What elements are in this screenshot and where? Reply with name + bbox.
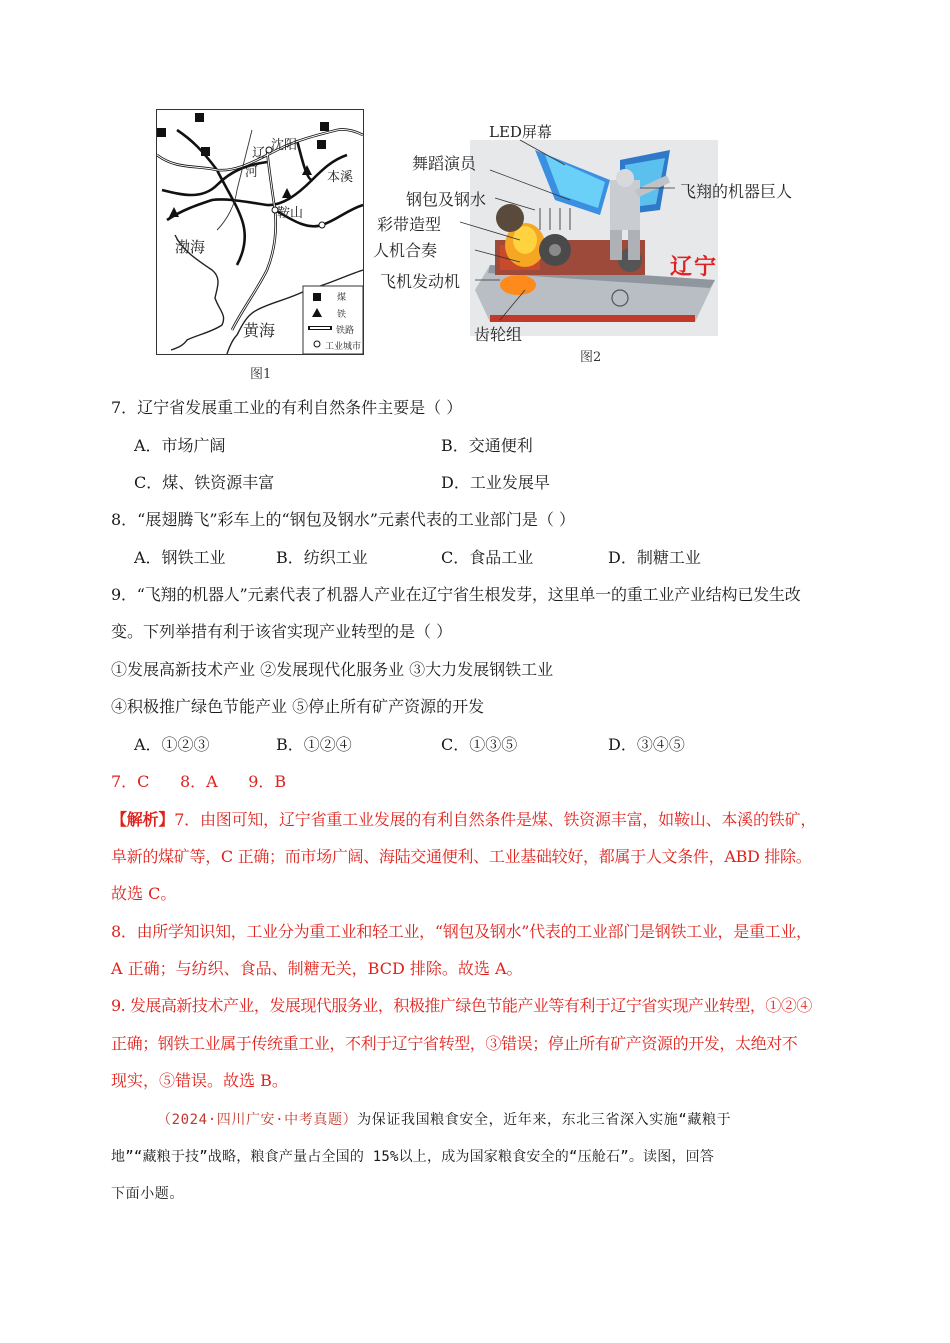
explanation-7-line-1 bbox=[111, 810, 816, 830]
label-liao: 辽 bbox=[252, 146, 266, 161]
explanation-7-line-2: 阜新的煤矿等，C 正确；而市场广阔、海陆交通便利、工业基础较好，都属于人文条件，ABD 排除。 bbox=[111, 847, 812, 866]
intro-text-1: 为保证我国粮食安全，近年来，东北三省深入实施“藏粮于 bbox=[357, 1112, 732, 1128]
banner-liaoning: 辽宁 bbox=[670, 255, 719, 280]
legend-coal-swatch bbox=[313, 293, 321, 301]
q9-option-b: B．①②④ bbox=[276, 735, 352, 754]
q8-option-c: C．食品工业 bbox=[441, 548, 534, 567]
q7-option-c: C．煤、铁资源丰富 bbox=[134, 473, 275, 492]
q7-option-b: B．交通便利 bbox=[441, 436, 533, 455]
coal-symbol bbox=[195, 113, 204, 122]
figure-1-caption: 图1 bbox=[250, 367, 272, 382]
label-gears: 齿轮组 bbox=[474, 325, 523, 344]
q9-stem-line-1: 9．“飞翔的机器人”元素代表了机器人产业在辽宁省生根发芽，这里单一的重工业产业结构已发生改 bbox=[111, 585, 801, 604]
explanation-7-text-1: 7．由图可知，辽宁省重工业发展的有利自然条件是煤、铁资源丰富，如鞍山、本溪的铁矿， bbox=[174, 810, 817, 829]
explanation-9-line-2: 正确；钢铁工业属于传统重工业，不利于辽宁省转型，③错误；停止所有矿产资源的开发，太绝对不 bbox=[111, 1034, 798, 1053]
intro-line-3: 下面小题。 bbox=[111, 1186, 184, 1202]
label-led-screen: LED屏幕 bbox=[489, 123, 552, 141]
explanation-8-line-2: A 正确；与纺织、食品、制糖无关，BCD 排除。故选 A。 bbox=[111, 959, 523, 978]
q9-option-a: A．①②③ bbox=[134, 735, 210, 754]
legend-city-label: 工业城市 bbox=[325, 342, 362, 352]
city-symbol bbox=[319, 222, 325, 228]
q7-option-a: A．市场广阔 bbox=[134, 436, 226, 455]
coal-symbol bbox=[317, 140, 326, 149]
label-dancers: 舞蹈演员 bbox=[412, 154, 477, 173]
iron-symbol bbox=[282, 188, 292, 198]
legend-iron-label: 铁 bbox=[337, 310, 347, 320]
answer-key: 7．C 8．A 9．B bbox=[111, 772, 287, 791]
label-anshan: 鞍山 bbox=[277, 206, 304, 221]
q9-items-line-2: ④积极推广绿色节能产业 ⑤停止所有矿产资源的开发 bbox=[111, 697, 485, 716]
q9-option-d: D．③④⑤ bbox=[608, 735, 685, 754]
legend-city-swatch bbox=[314, 341, 320, 347]
figure-1-map bbox=[156, 109, 364, 355]
intro-line-2: 地”“藏粮于技”战略，粮食产量占全国的 15%以上，成为国家粮食安全的“压舱石”。读图，回答 bbox=[111, 1149, 715, 1165]
q8-option-b: B．纺织工业 bbox=[276, 548, 368, 567]
q7-stem: 7．辽宁省发展重工业的有利自然条件主要是（ ） bbox=[111, 398, 463, 417]
figure-2-caption: 图2 bbox=[580, 350, 602, 365]
label-ladle: 钢包及钢水 bbox=[406, 190, 487, 209]
q8-stem: 8．“展翅腾飞”彩车上的“钢包及钢水”元素代表的工业部门是（ ） bbox=[111, 510, 575, 529]
label-he: 河 bbox=[245, 165, 259, 180]
q8-option-a: A．钢铁工业 bbox=[134, 548, 226, 567]
explanation-tag: 【解析】 bbox=[111, 810, 175, 829]
label-robot-giant: 飞翔的机器巨人 bbox=[680, 182, 793, 201]
intro-source: （2024·四川广安·中考真题） bbox=[157, 1112, 358, 1128]
explanation-7-line-3: 故选 C。 bbox=[111, 884, 177, 903]
label-ribbon: 彩带造型 bbox=[377, 215, 442, 234]
label-engine: 飞机发动机 bbox=[380, 272, 461, 291]
explanation-9-line-1: 9. 发展高新技术产业，发展现代服务业，积极推广绿色节能产业等有利于辽宁省实现产业转型，①②④ bbox=[111, 996, 812, 1015]
q9-items-line-1: ①发展高新技术产业 ②发展现代化服务业 ③大力发展钢铁工业 bbox=[111, 660, 554, 679]
q9-stem-line-2: 变。下列举措有利于该省实现产业转型的是（ ） bbox=[111, 622, 453, 641]
intro-line-1 bbox=[157, 1110, 731, 1130]
label-bohai: 渤海 bbox=[175, 238, 206, 256]
explanation-9-line-3: 现实，⑤错误。故选 B。 bbox=[111, 1071, 288, 1090]
explanation-8-line-1: 8．由所学知识知，工业分为重工业和轻工业，“钢包及钢水”代表的工业部门是钢铁工业，是重工业， bbox=[111, 922, 812, 941]
figure-2-leader-lines bbox=[400, 110, 820, 350]
label-benxi: 本溪 bbox=[327, 170, 354, 185]
q7-option-d: D．工业发展早 bbox=[441, 473, 550, 492]
coal-symbol bbox=[201, 147, 210, 156]
legend-railway-label: 铁路 bbox=[336, 326, 355, 336]
legend-coal-label: 煤 bbox=[337, 293, 347, 303]
label-huanghai: 黄海 bbox=[243, 321, 276, 340]
q9-option-c: C．①③⑤ bbox=[441, 735, 518, 754]
coal-symbol bbox=[320, 122, 329, 131]
coal-symbol bbox=[157, 128, 166, 137]
label-shenyang: 沈阳 bbox=[271, 138, 298, 153]
q8-option-d: D．制糖工业 bbox=[608, 548, 701, 567]
label-robot-band: 人机合奏 bbox=[373, 241, 438, 260]
iron-symbol bbox=[169, 207, 179, 217]
